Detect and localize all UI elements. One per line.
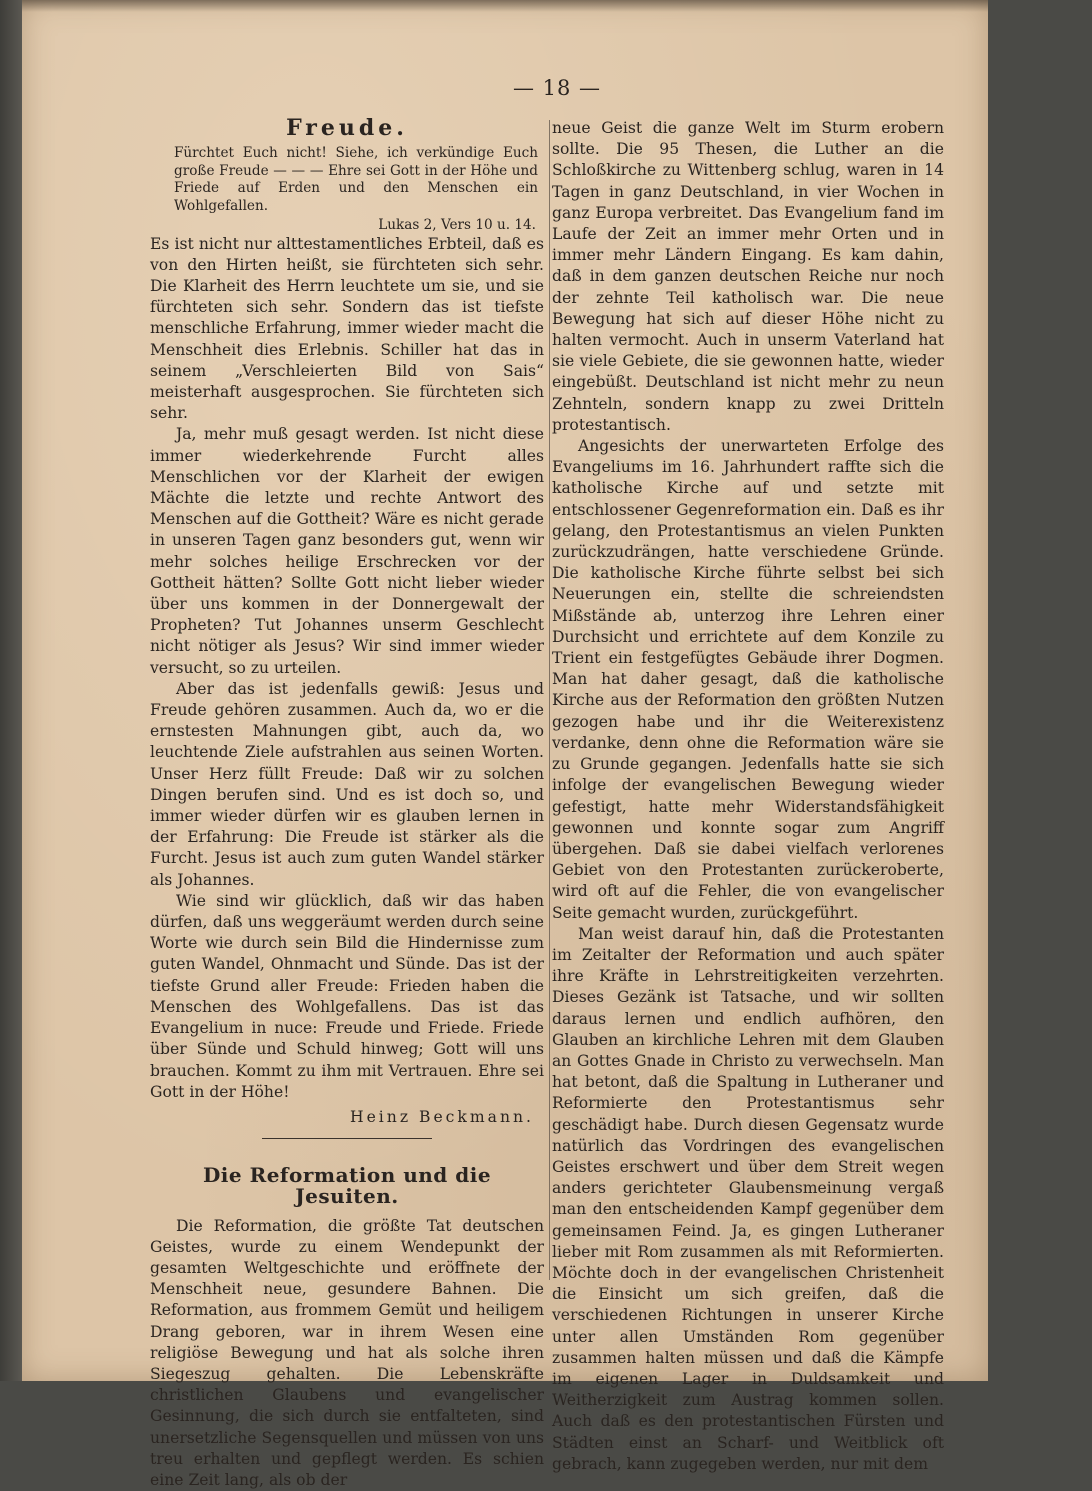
paragraph: Die Reformation, die größte Tat deutschen Geistes, wurde zu einem Wendepunkt der gesamten Weltgeschichte und eröffnete der Menschheit neue, gesundere Bahnen. Die Reformation, aus frommem Gemüt und heiligem Drang geboren, war in ihrem Wesen eine religiöse Bewegung und hat als solche ihren Siegeszug gehalten. Die Lebenskräfte christlichen Glaubens und evangelischer Gesinnung, die sich durch sie entfalteten, sind unersetzliche Segensquellen und müssen von uns treu erhalten und gepflegt werden. Es schien eine Zeit lang, als ob der — [150, 1216, 544, 1489]
paragraph: Es ist nicht nur alttestamentliches Erbteil, daß es von den Hirten heißt, sie fürchteten sich sehr. Die Klarheit des Herrn leuchtete um sie, und sie fürchteten sich sehr. Sondern das ist tiefste menschliche Erfahrung, immer wieder macht die Menschheit dies Erlebnis. Schiller hat das in seinem „Verschleierten Bild von Sais“ meisterhaft ausgesprochen. Sie fürchteten sich sehr. — [150, 234, 544, 423]
separator-line — [262, 1138, 432, 1139]
document-page — [22, 0, 988, 1489]
article-title: Die Reformation und die Jesuiten. — [202, 1163, 492, 1209]
bible-motto: Fürchtet Euch nicht! Siehe, ich verkündige Euch große Freude — — — Ehre sei Gott in der Höhe und Friede auf Erden und den Menschen ein Wohlgefallen. — [174, 145, 538, 214]
binding-edge — [0, 0, 22, 1381]
paragraph: Man weist darauf hin, daß die Protestanten im Zeitalter der Reformation und auch später ihre Kräfte in Lehrstreitigkeiten verzehrten. Dieses Gezänk ist Tatsache, und wir sollten daraus lernen und endlich aufhören, den Glauben an kirchliche Lehren mit dem Glauben an Gottes Gnade in Christo zu verwechseln. Man hat betont, daß die Spaltung in Lutheraner und Reformierte den Protestantismus sehr geschädigt habe. Durch diesen Gegensatz wurde natürlich das Vordringen des evangelischen Geistes erschwert und über dem Streit wegen anders gerichteter Glaubensmeinung vergaß man den entscheidenden Kampf gegenüber dem gemeinsamen Feind. Ja, es gingen Lutheraner lieber mit Rom zusammen als mit Reformierten. Möchte doch in der evangelischen Christenheit die Einsicht um sich greifen, daß die verschiedenen Richtungen in unserer Kirche unter allen Umständen Rom gegenüber zusammen halten müssen und daß die Kämpfe im eigenen Lager in Duldsamkeit und Weitherzigkeit zum Austrag kommen sollen. Auch daß es den protestantischen Fürsten und Städten einst an Scharf- und Weitblick oft gebrach, kann zugegeben werden, nur mit dem — [552, 924, 944, 1473]
column-divider — [549, 120, 550, 1280]
paragraph: Ja, mehr muß gesagt werden. Ist nicht diese immer wiederkehrende Furcht alles Menschlichen vor der Klarheit der ewigen Mächte die letzte und rechte Antwort des Menschen auf die Gottheit? Wäre es nicht gerade in unseren Tagen ganz besonders gut, wenn wir mehr solches heilige Erschrecken vor der Gottheit hätten? Sollte Gott nicht lieber wieder über uns kommen in der Donnergewalt der Propheten? Tut Johannes unserm Geschlecht nicht nötiger als Jesus? Wir sind immer wieder versucht, so zu urteilen. — [150, 425, 544, 677]
paragraph: Wie sind wir glücklich, daß wir das haben dürfen, daß uns weggeräumt werden durch seine Worte wie durch sein Bild die Hindernisse zum guten Wandel, Ohnmacht und Sünde. Das ist der tiefste Grund aller Freude: Frieden haben die Menschen des Wohlgefallens. Das ist das Evangelium in nuce: Freude und Friede. Friede über Sünde und Schuld hinweg; Gott will uns brauchen. Kommt zu ihm mit Vertrauen. Ehre sei Gott in der Höhe! — [150, 891, 544, 1101]
article-title: Freude. — [286, 115, 408, 141]
page-top-shadow — [22, 0, 988, 12]
bible-reference: Lukas 2, Vers 10 u. 14. — [378, 216, 536, 233]
paragraph: Aber das ist jedenfalls gewiß: Jesus und Freude gehören zusammen. Auch da, wo er die ernstesten Mahnungen gibt, auch da, wo leuchtende Ziele aufstrahlen aus seinen Worten. Unser Herz füllt Freude: Daß wir zu solchen Dingen berufen sind. Und es ist doch so, und immer wieder dürfen wir es glauben lernen in der Erfahrung: Die Freude ist stärker als die Furcht. Jesus ist auch zum guten Wandel stärker als Johannes. — [150, 679, 544, 889]
paragraph: Angesichts der unerwarteten Erfolge des Evangeliums im 16. Jahrhundert raffte sich die katholische Kirche auf und setzte mit entschlossener Gegenreformation ein. Daß es ihr gelang, den Protestantismus an vielen Punkten zurückzudrängen, hatte verschiedene Gründe. Die katholische Kirche führte selbst bei sich Neuerungen ein, stellte die schreiendsten Mißstände ab, unterzog ihre Lehren einer Durchsicht und errichtete auf dem Konzile zu Trient ein festgefügtes Gebäude ihrer Dogmen. Man hat daher gesagt, daß die katholische Kirche aus der Reformation den größten Nutzen gezogen habe und ihr die Weiterexistenz verdanke, denn ohne die Reformation wäre sie zu Grunde gegangen. Jedenfalls hatte sie sich infolge der evangelischen Bewegung wieder gefestigt, hatte mehr Widerstandsfähigkeit gewonnen und konnte sogar zum Angriff übergehen. Daß sie dabei vielfach verlorenes Gebiet von den Protestanten zurückeroberte, wird oft auf die Fehler, die von evangelischer Seite gemacht wurden, zurückgeführt. — [552, 437, 944, 922]
article-reformation — [150, 1165, 544, 1491]
paragraph: neue Geist die ganze Welt im Sturm erobern sollte. Die 95 Thesen, die Luther an die Schloßkirche zu Wittenberg schlug, waren in 14 Tagen in ganz Deutschland, in vier Wochen in ganz Europa verbreitet. Das Evangelium fand im Laufe der Zeit an immer mehr Orten und in immer mehr Ländern Eingang. Es kam dahin, daß in dem ganzen deutschen Reiche nur noch der zehnte Teil katholisch war. Die neue Bewegung hat sich auf dieser Höhe nicht zu halten vermocht. Auch in unserm Vaterland hat sie viele Gebiete, die sie gewonnen hatte, wieder eingebüßt. Deutschland ist nicht mehr zu neun Zehnteln, sondern knapp zu zwei Dritteln protestantisch. — [552, 119, 944, 434]
article-freude — [150, 115, 544, 1139]
right-column — [552, 118, 944, 1475]
page-number: — 18 — — [512, 76, 602, 100]
left-column — [150, 115, 544, 1491]
author-signature: Heinz Beckmann. — [349, 1107, 534, 1126]
